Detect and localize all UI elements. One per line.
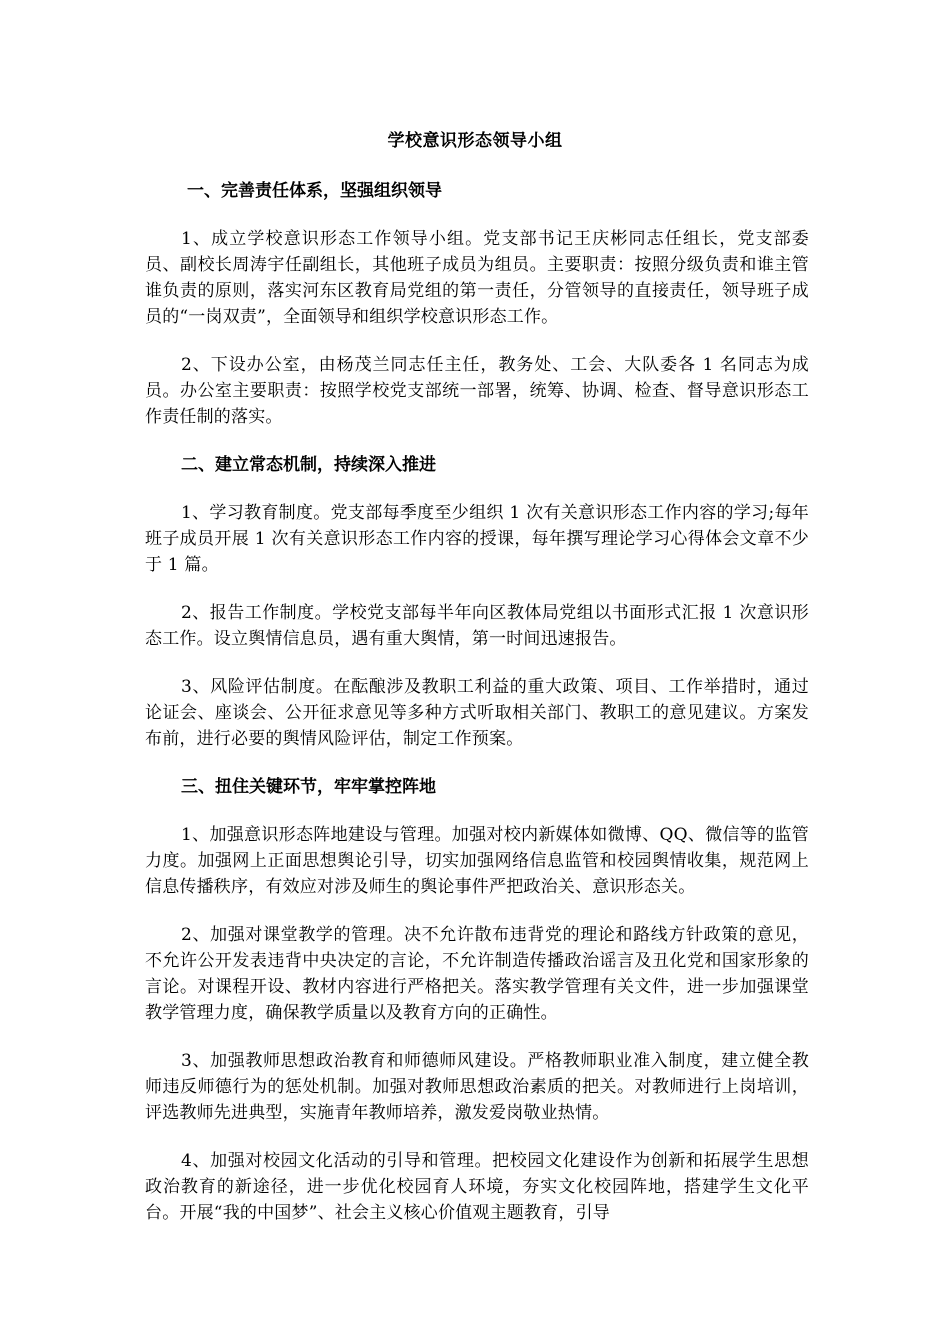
section-heading: 二、建立常态机制，持续深入推进	[181, 455, 436, 475]
paragraph: 1、成立学校意识形态工作领导小组。党支部书记王庆彬同志任组长，党支部委员、副校长周涛宇任副组长，其他班子成员为组员。主要职责：按照分级负责和谁主管谁负责的原则，落实河东区教育局党组的第一责任，分管领导的直接责任，领导班子成员的“一岗双责”，全面领导和组织学校意识形态工作。	[145, 229, 809, 327]
paragraph: 4、加强对校园文化活动的引导和管理。把校园文化建设作为创新和拓展学生思想政治教育的新途径，进一步优化校园育人环境，夯实文化校园阵地，搭建学生文化平台。开展“我的中国梦”、社会主义核心价值观主题教育，引导	[145, 1151, 809, 1223]
paragraph: 1、加强意识形态阵地建设与管理。加强对校内新媒体如微博、QQ、微信等的监管力度。加强网上正面思想舆论引导，切实加强网络信息监管和校园舆情收集，规范网上信息传播秩序，有效应对涉及师生的舆论事件严把政治关、意识形态关。	[145, 825, 809, 897]
paragraph: 3、风险评估制度。在酝酿涉及教职工利益的重大政策、项目、工作举措时，通过论证会、座谈会、公开征求意见等多种方式听取相关部门、教职工的意见建议。方案发布前，进行必要的舆情风险评估，制定工作预案。	[145, 677, 809, 749]
paragraph: 2、加强对课堂教学的管理。决不允许散布违背党的理论和路线方针政策的意见，不允许公开发表违背中央决定的言论，不允许制造传播政治谣言及丑化党和国家形象的言论。对课程开设、教材内容进行严格把关。落实教学管理有关文件，进一步加强课堂教学管理力度，确保教学质量以及教育方向的正确性。	[145, 925, 809, 1023]
document-body	[145, 178, 809, 1248]
section-1	[145, 178, 809, 430]
document-title: 学校意识形态领导小组	[387, 131, 563, 151]
section-3	[145, 774, 809, 1226]
section-heading: 三、扭住关键环节，牢牢掌控阵地	[181, 777, 436, 797]
paragraph: 1、学习教育制度。党支部每季度至少组织 1 次有关意识形态工作内容的学习;每年班子成员开展 1 次有关意识形态工作内容的授课，每年撰写理论学习心得体会文章不少于 1 篇。	[145, 503, 809, 575]
section-2	[145, 452, 809, 752]
section-heading: 一、完善责任体系，坚强组织领导	[187, 181, 442, 201]
paragraph: 3、加强教师思想政治教育和师德师风建设。严格教师职业准入制度，建立健全教师违反师德行为的惩处机制。加强对教师思想政治素质的把关。对教师进行上岗培训，评选教师先进典型，实施青年教师培养，激发爱岗敬业热情。	[145, 1051, 809, 1123]
paragraph: 2、报告工作制度。学校党支部每半年向区教体局党组以书面形式汇报 1 次意识形态工作。设立舆情信息员，遇有重大舆情，第一时间迅速报告。	[145, 603, 809, 649]
paragraph: 2、下设办公室，由杨茂兰同志任主任，教务处、工会、大队委各 1 名同志为成员。办公室主要职责：按照学校党支部统一部署，统筹、协调、检查、督导意识形态工作责任制的落实。	[145, 355, 809, 427]
